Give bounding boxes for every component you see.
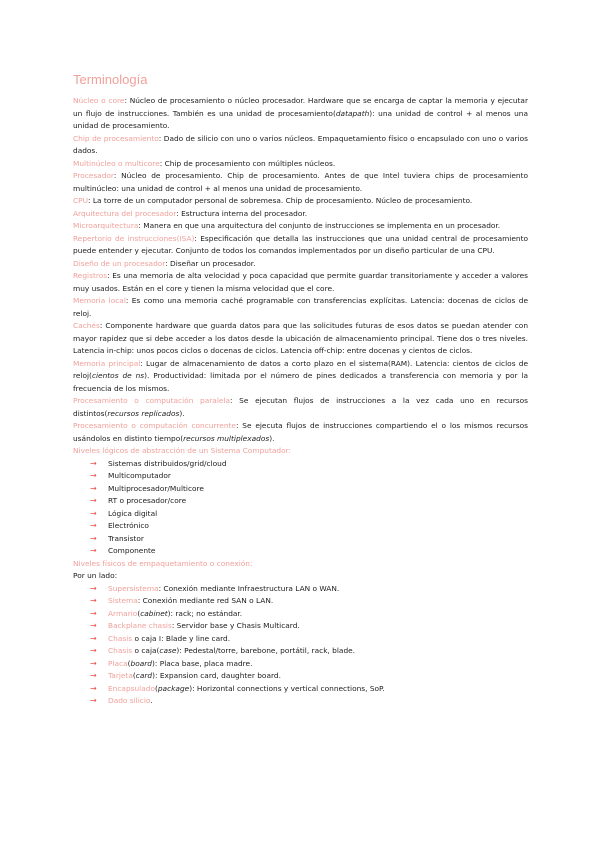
definition-text: o caja I: Blade y line card. — [132, 633, 231, 643]
arrow-right-icon: → — [90, 633, 97, 643]
list-item-text: Multiprocesador/Multicore — [108, 483, 204, 493]
definition-term: Núcleo o core — [73, 96, 125, 105]
list-item — [90, 470, 528, 483]
list-item — [90, 620, 528, 633]
list-item — [90, 633, 528, 646]
term-separator: : — [107, 271, 113, 280]
term-separator: : — [158, 133, 164, 143]
italic-term: case — [159, 646, 177, 655]
list-item — [90, 595, 528, 608]
list-item-text — [108, 670, 281, 683]
list-item-text: Componente — [108, 546, 156, 555]
arrow-right-icon: → — [90, 496, 97, 505]
list-item-text: Transistor — [108, 533, 144, 543]
list-item — [90, 533, 528, 546]
physical-levels-intro: Por un lado: — [73, 571, 118, 580]
definition-entry — [73, 133, 528, 158]
definition-text: Es como una memoria caché programable con transferencias explícitas. Latencia: docenas de ciclos de reloj. — [73, 296, 528, 318]
arrow-right-icon: → — [90, 683, 97, 693]
definition-term: Diseño de un procesador — [73, 258, 166, 268]
arrow-right-icon: → — [90, 596, 97, 605]
list-item-text: RT o procesador/core — [108, 496, 187, 505]
definition-text: Es una memoria de alta velocidad y poca capacidad que permite guardar transitoriamente y acceder a valores muy usados. Están en el core y tienen la misma velocidad que el core. — [73, 271, 529, 293]
definition-text: ). Productividad: limitada por el número de pines dedicados a transferencia con memoria y por la frecuencia de los mismos. — [73, 371, 529, 393]
arrow-right-icon: → — [90, 546, 97, 555]
definition-term: Memoria local — [73, 296, 126, 305]
term-separator: : — [140, 358, 147, 368]
definition-term: Microarquitectura — [73, 221, 139, 230]
definition-text: Diseñar un procesador. — [170, 258, 256, 268]
term-separator: : — [165, 258, 171, 268]
level-term: Chasis — [108, 633, 133, 643]
definition-text: ( — [132, 671, 136, 680]
list-item — [90, 683, 528, 696]
list-item-text: Electrónico — [108, 521, 149, 530]
definition-entry — [73, 158, 528, 171]
term-separator: : — [88, 196, 93, 205]
list-item-text: Lógica digital — [108, 508, 158, 518]
arrow-right-icon: → — [90, 696, 97, 705]
term-separator: : — [159, 158, 165, 168]
definition-entry — [73, 220, 528, 233]
italic-term: package — [157, 683, 190, 693]
level-term: Tarjeta — [108, 671, 133, 680]
definition-text: Núcleo de procesamiento o núcleo procesador. Hardware que se encarga de captar la memoria y ejecutar un flujo de instrucciones. También es una unidad de procesamiento( — [73, 96, 528, 118]
definition-text: Se ejecuta flujos de instrucciones compartiendo el o los mismos recursos usándolos en distinto tiempo( — [73, 421, 529, 443]
italic-term: recursos multiplexados — [183, 433, 270, 443]
arrow-right-icon: → — [90, 483, 97, 493]
definition-text: ): rack; no estándar. — [167, 608, 243, 618]
term-separator: : — [113, 171, 122, 180]
list-item — [90, 483, 528, 496]
list-item — [90, 695, 528, 708]
definition-text: Núcleo de procesamiento. Chip de procesamiento. Antes de que Intel tuviera chips de procesamiento multinúcleo: una unidad de control + al menos una unidad de procesamiento. — [73, 171, 528, 193]
italic-term: recursos replicados — [107, 408, 180, 418]
definition-text: ). — [179, 408, 185, 418]
definition-text: ( — [137, 608, 141, 618]
italic-term: cientos de ns — [91, 371, 145, 380]
definition-term: Procesador — [73, 171, 114, 180]
level-term: Armario — [108, 608, 138, 618]
term-separator: : — [138, 221, 144, 230]
definition-text: ( — [127, 658, 131, 668]
definition-text: Chip de procesamiento con múltiples núcleos. — [164, 158, 336, 168]
term-separator: : — [124, 96, 130, 105]
definition-entry — [73, 358, 528, 396]
level-term: Supersistema — [108, 583, 159, 593]
definition-text: Estructura interna del procesador. — [181, 208, 308, 218]
italic-term: card — [135, 671, 153, 680]
arrow-right-icon: → — [90, 458, 97, 468]
definition-text: o caja( — [132, 646, 160, 655]
arrow-right-icon: → — [90, 521, 97, 530]
definition-term: Cachés — [73, 321, 100, 330]
list-item — [90, 495, 528, 508]
definition-entry — [73, 420, 528, 445]
definition-entry — [73, 270, 528, 295]
level-term: Dado silicio — [108, 696, 151, 705]
definition-entry — [73, 258, 528, 271]
level-term: Sistema — [108, 596, 138, 605]
list-item — [90, 520, 528, 533]
definition-term: Multinúcleo o multicore — [73, 158, 160, 168]
list-item-text — [108, 620, 300, 633]
definition-entry — [73, 170, 528, 195]
term-separator: : — [176, 208, 182, 218]
definition-text: ): una unidad de control + al menos una unidad de procesamiento. — [73, 108, 529, 130]
term-separator: : — [230, 396, 240, 405]
definition-text: ): Placa base, placa madre. — [152, 658, 253, 668]
definition-text: ): Expansion card, daughter board. — [152, 671, 281, 680]
definition-term: Memoria principal — [73, 358, 141, 368]
definition-term: Repertorio de instrucciones(ISA) — [73, 233, 195, 243]
list-item — [90, 583, 528, 596]
page-title: Terminología — [73, 72, 148, 87]
definitions-list — [73, 95, 528, 445]
definition-text: Dado de silicio con uno o varios núcleos. Empaquetamiento físico o encapsulado con uno o varios dados. — [73, 133, 529, 155]
definition-term: Procesamiento o computación concurrente — [73, 421, 236, 430]
italic-term: board — [130, 658, 153, 668]
list-item-text: Multicomputador — [108, 471, 171, 480]
arrow-right-icon: → — [90, 583, 97, 593]
list-item-text — [108, 608, 242, 621]
definition-term: Registros — [73, 271, 108, 280]
list-item — [90, 658, 528, 671]
logical-levels-list — [73, 458, 528, 558]
definition-text: : Servidor base y Chasis Multicard. — [171, 621, 300, 630]
definition-text: Lugar de almacenamiento de datos a corto plazo en el sistema(RAM). Latencia: cientos de ciclos de reloj( — [73, 358, 528, 380]
definition-entry — [73, 320, 528, 358]
definition-term: Chip de procesamiento — [73, 133, 159, 143]
list-item-text — [108, 695, 153, 708]
physical-levels-heading: Niveles físicos de empaquetamiento o conexión: — [73, 558, 253, 568]
term-separator: : — [99, 321, 106, 330]
definition-entry — [73, 195, 528, 208]
definition-text: : Conexión mediante red SAN o LAN. — [137, 596, 274, 605]
arrow-right-icon: → — [90, 646, 97, 655]
term-separator: : — [194, 233, 201, 243]
list-item — [90, 508, 528, 521]
definition-entry — [73, 208, 528, 221]
definition-entry — [73, 233, 528, 258]
document-page — [73, 72, 528, 708]
level-term: Encapsulado — [108, 683, 155, 693]
definition-text: Componente hardware que guarda datos para que las solicitudes futuras de esos datos se puedan atender con mayor rapidez que si debe acceder a los datos desde la ubicación de almacenamiento principal. Tiene dos o tres niveles. Latencia in-chip: unos pocos ciclos o docenas de ciclos. Latencia off-chip: entre docenas y cientos de ciclos. — [73, 321, 528, 355]
definition-text: Se ejecutan flujos de instrucciones a la vez cada uno en recursos distintos( — [73, 396, 528, 418]
term-separator: : — [235, 421, 243, 430]
definition-text: . — [150, 696, 153, 705]
definition-text: ): Pedestal/torre, barebone, portátil, rack, blade. — [176, 646, 356, 655]
definition-text: : Conexión mediante Infraestructura LAN o WAN. — [158, 583, 340, 593]
list-item — [90, 608, 528, 621]
arrow-right-icon: → — [90, 508, 97, 518]
term-separator: : — [125, 296, 132, 305]
definition-entry — [73, 395, 528, 420]
list-item-text — [108, 658, 252, 671]
arrow-right-icon: → — [90, 671, 97, 680]
definition-term: Procesamiento o computación paralela — [73, 396, 231, 405]
arrow-right-icon: → — [90, 658, 97, 668]
list-item — [90, 645, 528, 658]
definition-text: ( — [154, 683, 158, 693]
list-item — [90, 458, 528, 471]
definition-text: Manera en que una arquitectura del conjunto de instrucciones se implementa en un procesador. — [143, 221, 501, 230]
arrow-right-icon: → — [90, 608, 97, 618]
level-term: Chasis — [108, 646, 133, 655]
list-item-text — [108, 595, 273, 608]
definition-term: CPU — [73, 196, 89, 205]
definition-entry — [73, 95, 528, 133]
list-item-text — [108, 683, 385, 696]
definition-entry — [73, 295, 528, 320]
italic-term: cabinet — [140, 608, 168, 618]
logical-levels-heading: Niveles lógicos de abstracción de un Sistema Computador: — [73, 446, 291, 455]
arrow-right-icon: → — [90, 471, 97, 480]
list-item-text — [108, 583, 339, 596]
italic-term: datapath — [335, 108, 370, 118]
arrow-right-icon: → — [90, 533, 97, 543]
level-term: Backplane chasis — [108, 621, 172, 630]
level-term: Placa — [108, 658, 128, 668]
physical-levels-list — [73, 583, 528, 708]
definition-text: ): Horizontal connections y vertical connections, SoP. — [189, 683, 385, 693]
arrow-right-icon: → — [90, 621, 97, 630]
definition-term: Arquitectura del procesador — [73, 208, 177, 218]
list-item-text: Sistemas distribuidos/grid/cloud — [108, 458, 227, 468]
definition-text: La torre de un computador personal de sobremesa. Chip de procesamiento. Núcleo de procesamiento. — [92, 196, 473, 205]
definition-text: Especificación que detalla las instrucciones que una unidad central de procesamiento puede entender y ejecutar. Conjunto de todos los comandos implementados por un diseño particular de una CPU. — [73, 233, 529, 255]
definition-text: ). — [269, 433, 275, 443]
list-item-text — [108, 645, 355, 658]
list-item — [90, 670, 528, 683]
list-item — [90, 545, 528, 558]
list-item-text — [108, 633, 230, 646]
